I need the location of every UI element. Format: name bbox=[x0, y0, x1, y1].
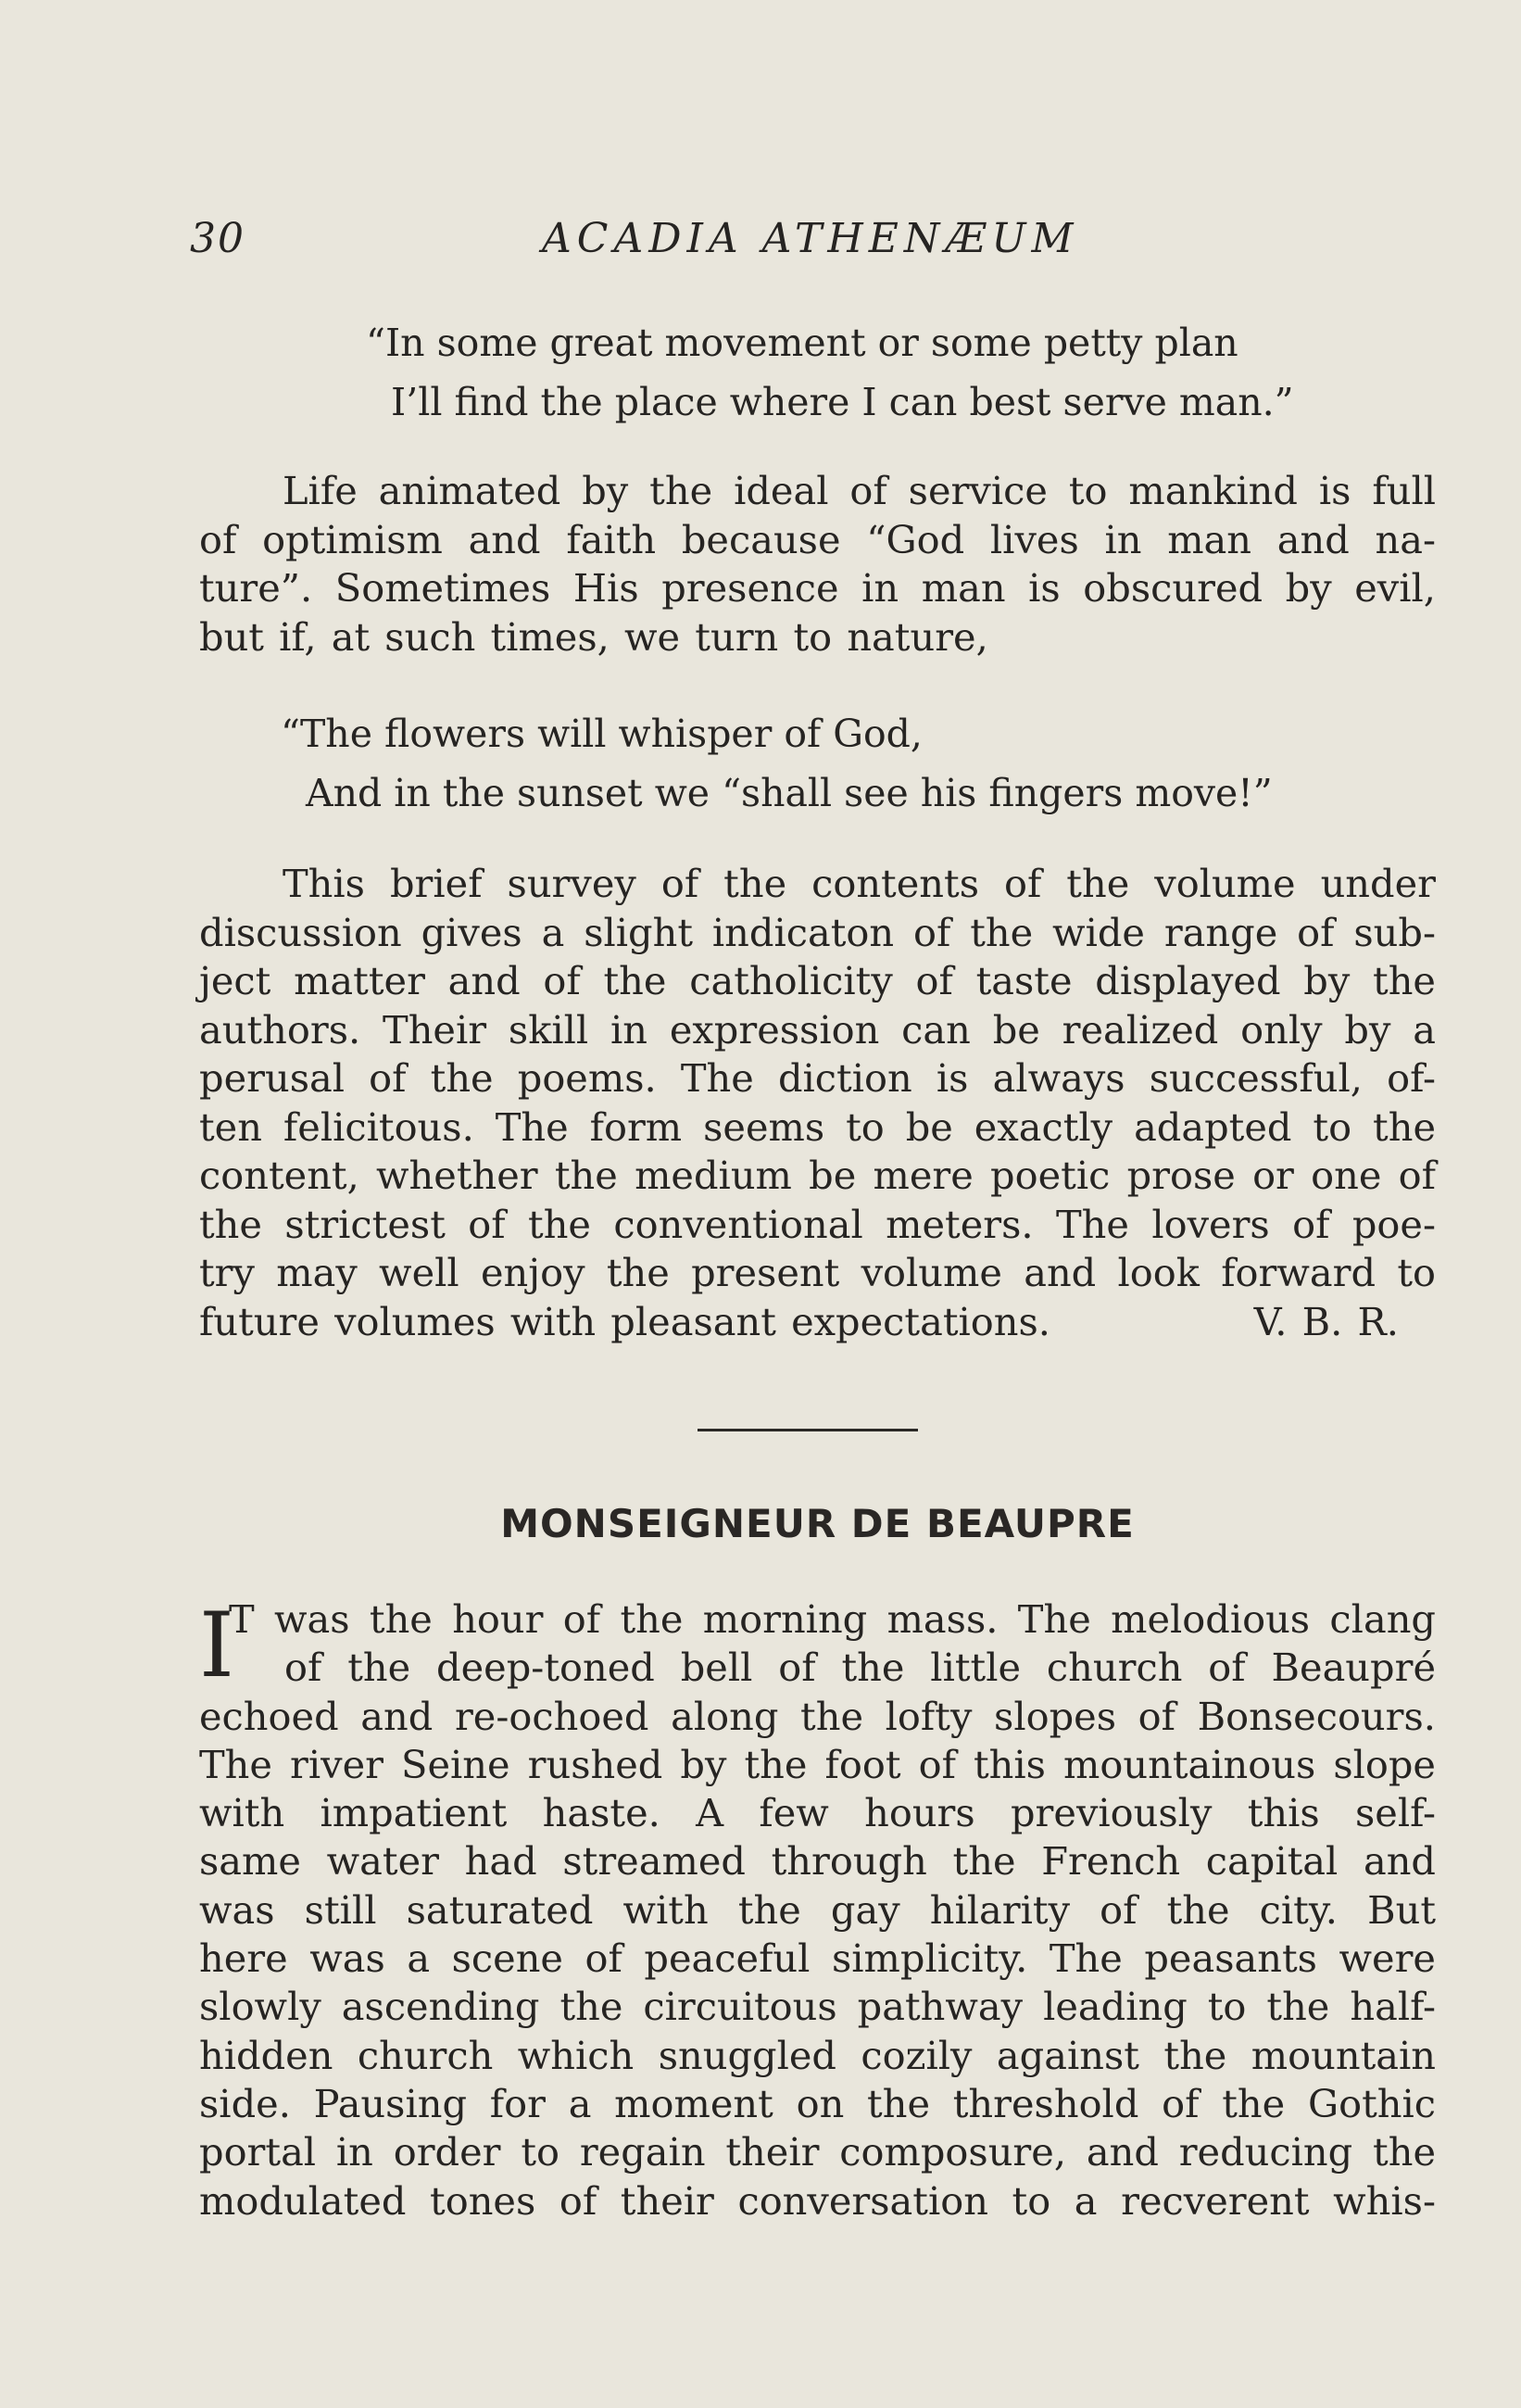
story-line: side. Pausing for a moment on the threshold of the Gothic bbox=[199, 2080, 1436, 2126]
verse-line: “The flowers will whisper of God, bbox=[281, 712, 923, 756]
story-line: The river Seine rushed by the foot of this mountainous slope bbox=[199, 1741, 1436, 1787]
paragraph-line: ject matter and of the catholicity of taste displayed by the bbox=[199, 958, 1436, 1003]
story-line: with impatient haste. A few hours previously this self- bbox=[199, 1790, 1436, 1836]
closing-line bbox=[199, 1298, 1436, 1347]
paragraph-line: but if, at such times, we turn to nature, bbox=[199, 613, 988, 660]
paragraph-line: try may well enjoy the present volume and look forward to bbox=[199, 1250, 1436, 1295]
story-line: echoed and re-ochoed along the lofty slopes of Bonsecours. bbox=[199, 1693, 1436, 1739]
paragraph-line: This brief survey of the contents of the volume under bbox=[283, 861, 1436, 906]
verse-quotation-2 bbox=[281, 704, 1273, 823]
verse-line: I’ll find the place where I can best serve man.” bbox=[391, 380, 1294, 424]
story-line: here was a scene of peaceful simplicity. The peasants were bbox=[199, 1935, 1436, 1982]
paragraph-service bbox=[199, 467, 1436, 662]
paragraph-line: ture”. Sometimes His presence in man is obscured by evil, bbox=[199, 565, 1436, 611]
page-number: 30 bbox=[190, 215, 245, 262]
paragraph-line: future volumes with pleasant expectations. bbox=[199, 1298, 1050, 1344]
paragraph-review bbox=[199, 860, 1436, 1346]
drop-cap: I bbox=[199, 1594, 234, 1697]
paragraph-line: perusal of the poems. The diction is always successful, of- bbox=[199, 1055, 1436, 1101]
story-line: same water had streamed through the French capital and bbox=[199, 1838, 1436, 1885]
verse-line: And in the sunset we “shall see his fingers move!” bbox=[306, 771, 1273, 815]
story-line: hidden church which snuggled cozily against the mountain bbox=[199, 2032, 1436, 2078]
paragraph-line: of optimism and faith because “God lives in man and na- bbox=[199, 516, 1436, 562]
story-opening bbox=[199, 1594, 1436, 1697]
journal-title: ACADIA ATHENÆUM bbox=[542, 215, 1079, 262]
verse-quotation-1 bbox=[366, 313, 1294, 432]
story-line: portal in order to regain their composure, and reducing the bbox=[199, 2129, 1436, 2175]
story-line: was still saturated with the gay hilarity of the city. But bbox=[199, 1886, 1436, 1933]
paragraph-line: discussion gives a slight indicaton of the wide range of sub- bbox=[199, 909, 1436, 955]
story-body bbox=[199, 1595, 1436, 2225]
story-line: slowly ascending the circuitous pathway leading to the half- bbox=[199, 1984, 1436, 2030]
paragraph-line: Life animated by the ideal of service to mankind is full bbox=[283, 468, 1436, 513]
author-signature: V. B. R. bbox=[1253, 1298, 1399, 1344]
article-title: MONSEIGNEUR DE BEAUPRE bbox=[500, 1501, 1135, 1546]
paragraph-line: ten felicitous. The form seems to be exactly adapted to the bbox=[199, 1103, 1436, 1150]
story-line: modulated tones of their conversation to a recverent whis- bbox=[199, 2177, 1436, 2224]
story-line: T was the hour of the morning mass. The melodious clang bbox=[229, 1596, 1436, 1642]
paragraph-line: the strictest of the conventional meters. The lovers of poe- bbox=[199, 1201, 1436, 1247]
paragraph-line: content, whether the medium be mere poetic prose or one of bbox=[199, 1153, 1436, 1198]
paragraph-line: authors. Their skill in expression can be realized only by a bbox=[199, 1006, 1436, 1053]
verse-line: “In some great movement or some petty plan bbox=[366, 321, 1238, 365]
story-line: of the deep-toned bell of the little church of Beaupré bbox=[284, 1645, 1436, 1691]
running-head bbox=[190, 215, 1440, 280]
section-divider bbox=[698, 1429, 918, 1431]
